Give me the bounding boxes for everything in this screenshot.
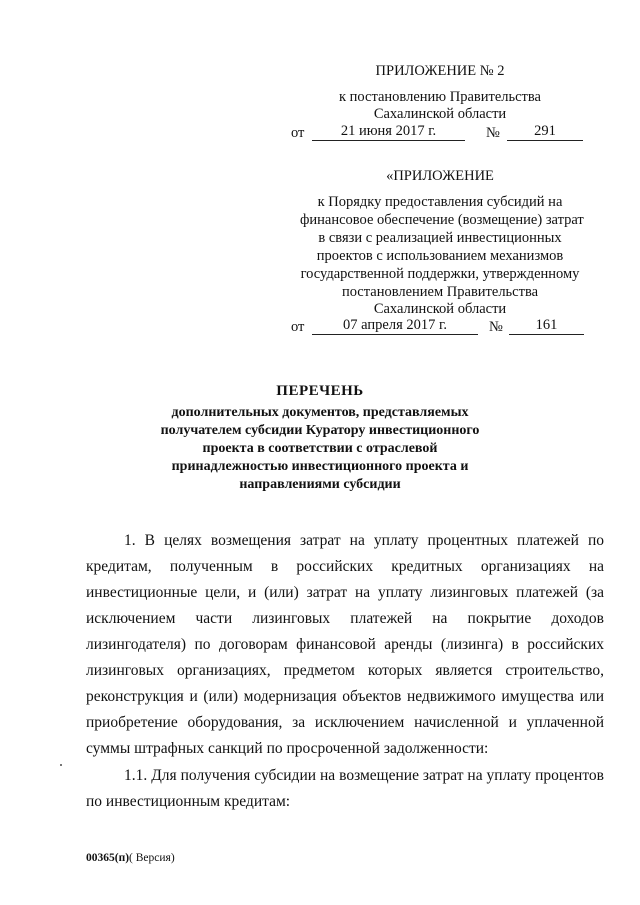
- nested-appendix-line: Сахалинской области: [373, 301, 507, 317]
- subtitle-line: получателем субсидии Куратору инвестиционного: [160, 423, 480, 438]
- appendix-line-2: Сахалинской области: [373, 106, 507, 122]
- nested-appendix-line: постановлением Правительства: [341, 284, 539, 300]
- nested-appendix-line: финансовое обеспечение (возмещение) затрат: [300, 212, 584, 228]
- appendix-from-label: от: [291, 125, 305, 141]
- document-subtitle: [80, 404, 560, 494]
- subtitle-line: дополнительных документов, представляемых: [171, 405, 469, 420]
- nested-appendix-line: государственной поддержки, утвержденному: [300, 266, 580, 282]
- scan-speck: [60, 764, 62, 766]
- nested-appendix-number: 161: [509, 317, 584, 335]
- appendix-no-label: №: [486, 125, 500, 141]
- appendix-number: 291: [507, 123, 583, 141]
- paragraph-1-1: 1.1. Для получения субсидии на возмещение затрат на уплату процентов по инвестиционным кредитам:: [86, 767, 604, 810]
- nested-appendix-date: 07 апреля 2017 г.: [312, 317, 478, 335]
- footer: [86, 852, 175, 864]
- appendix-title: ПРИЛОЖЕНИЕ № 2: [375, 63, 505, 79]
- nested-appendix-line: в связи с реализацией инвестиционных: [318, 230, 562, 246]
- nested-appendix-no-label: №: [489, 319, 503, 335]
- subtitle-line: проекта в соответствии с отраслевой: [202, 441, 438, 456]
- paragraph-1: 1. В целях возмещения затрат на уплату процентных платежей по кредитам, полученным в российских кредитных организациях на инвестиционные цели, и (или) затрат на уплату лизинговых платежей (за исключением части лизинговых платежей на покрытие доходов лизингодателя) по договорам финансовой аренды (лизинга) в российских лизинговых организациях, предметом которых является строительство, реконструкция и (или) модернизация объектов недвижимого имущества или приобретение оборудования, за исключением начисленной и уплаченной суммы штрафных санкций по просроченной задолженности:: [86, 532, 604, 757]
- subtitle-line: принадлежностью инвестиционного проекта и: [171, 459, 469, 474]
- document-body: [86, 528, 604, 815]
- nested-appendix-from-label: от: [291, 319, 305, 335]
- appendix-date: 21 июня 2017 г.: [312, 123, 465, 141]
- footer-code: 00365(п): [86, 852, 130, 864]
- footer-version: ( Версия): [129, 852, 175, 864]
- document-title: ПЕРЕЧЕНЬ: [276, 383, 364, 399]
- nested-appendix-line: к Порядку предоставления субсидий на: [317, 194, 563, 210]
- nested-appendix-title: «ПРИЛОЖЕНИЕ: [386, 168, 494, 184]
- nested-appendix-line: проектов с использованием механизмов: [316, 248, 564, 264]
- appendix-line-1: к постановлению Правительства: [339, 89, 541, 105]
- subtitle-line: направлениями субсидии: [239, 477, 401, 492]
